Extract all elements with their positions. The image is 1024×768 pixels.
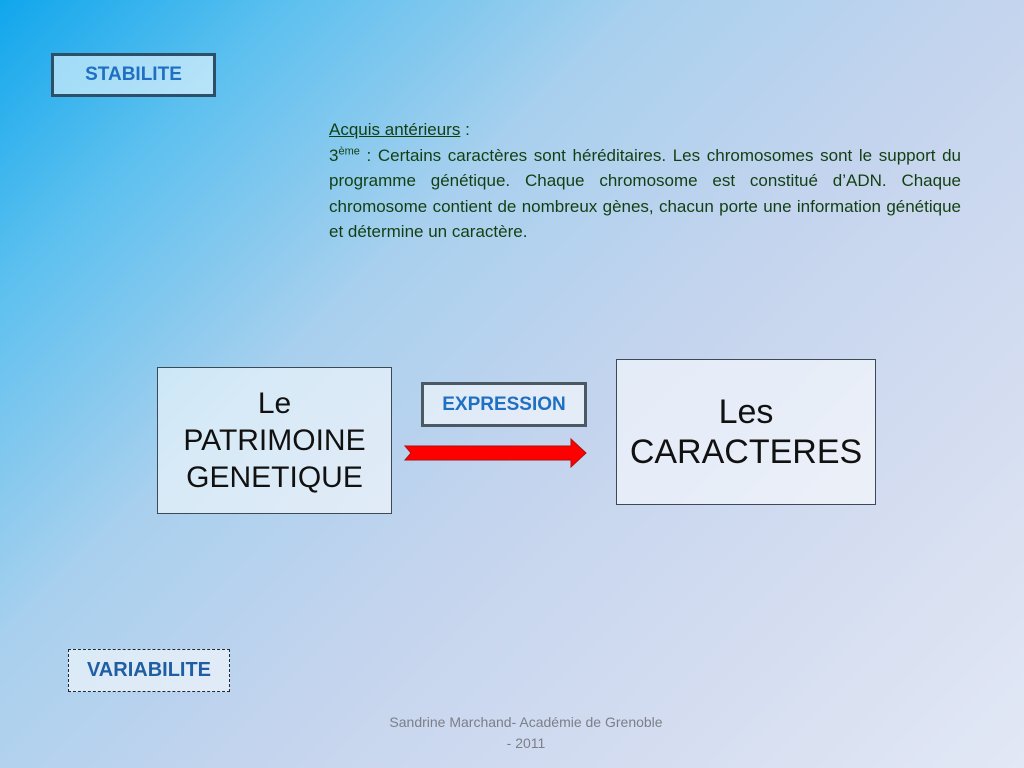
acquis-heading: Acquis antérieurs [329,120,461,139]
footer-credit [346,712,706,754]
patrimoine-line-1: Le [257,387,292,420]
patrimoine-line-3: GENETIQUE [186,461,363,494]
expression-label: EXPRESSION [421,382,587,427]
footer-line-2: - 2011 [506,735,546,751]
patrimoine-genetique-box [157,367,392,514]
patrimoine-line-2: PATRIMOINE [183,424,366,457]
arrow-shape [405,439,586,467]
acquis-body: : Certains caractères sont héréditaires. Les chromosomes sont le support du programme génétique. Chaque chromosome est constitué d’ADN. Chaque chromosome contient de nombreux gènes, chacun porte une information génétique et détermine un caractère. [329,145,961,241]
caracteres-line-1: Les [718,393,774,431]
caracteres-box [616,359,876,505]
footer-line-1: Sandrine Marchand- Académie de Grenoble [389,714,663,730]
expression-arrow-icon [402,436,588,470]
acquis-level: 3 [329,145,339,165]
caracteres-line-2: CARACTERES [629,433,863,471]
stabilite-label: STABILITE [51,53,216,97]
acquis-anterieurs-text [329,117,961,245]
variabilite-label: VARIABILITE [68,649,230,692]
acquis-heading-sep: : [460,120,470,139]
acquis-level-sup: ème [338,144,360,157]
